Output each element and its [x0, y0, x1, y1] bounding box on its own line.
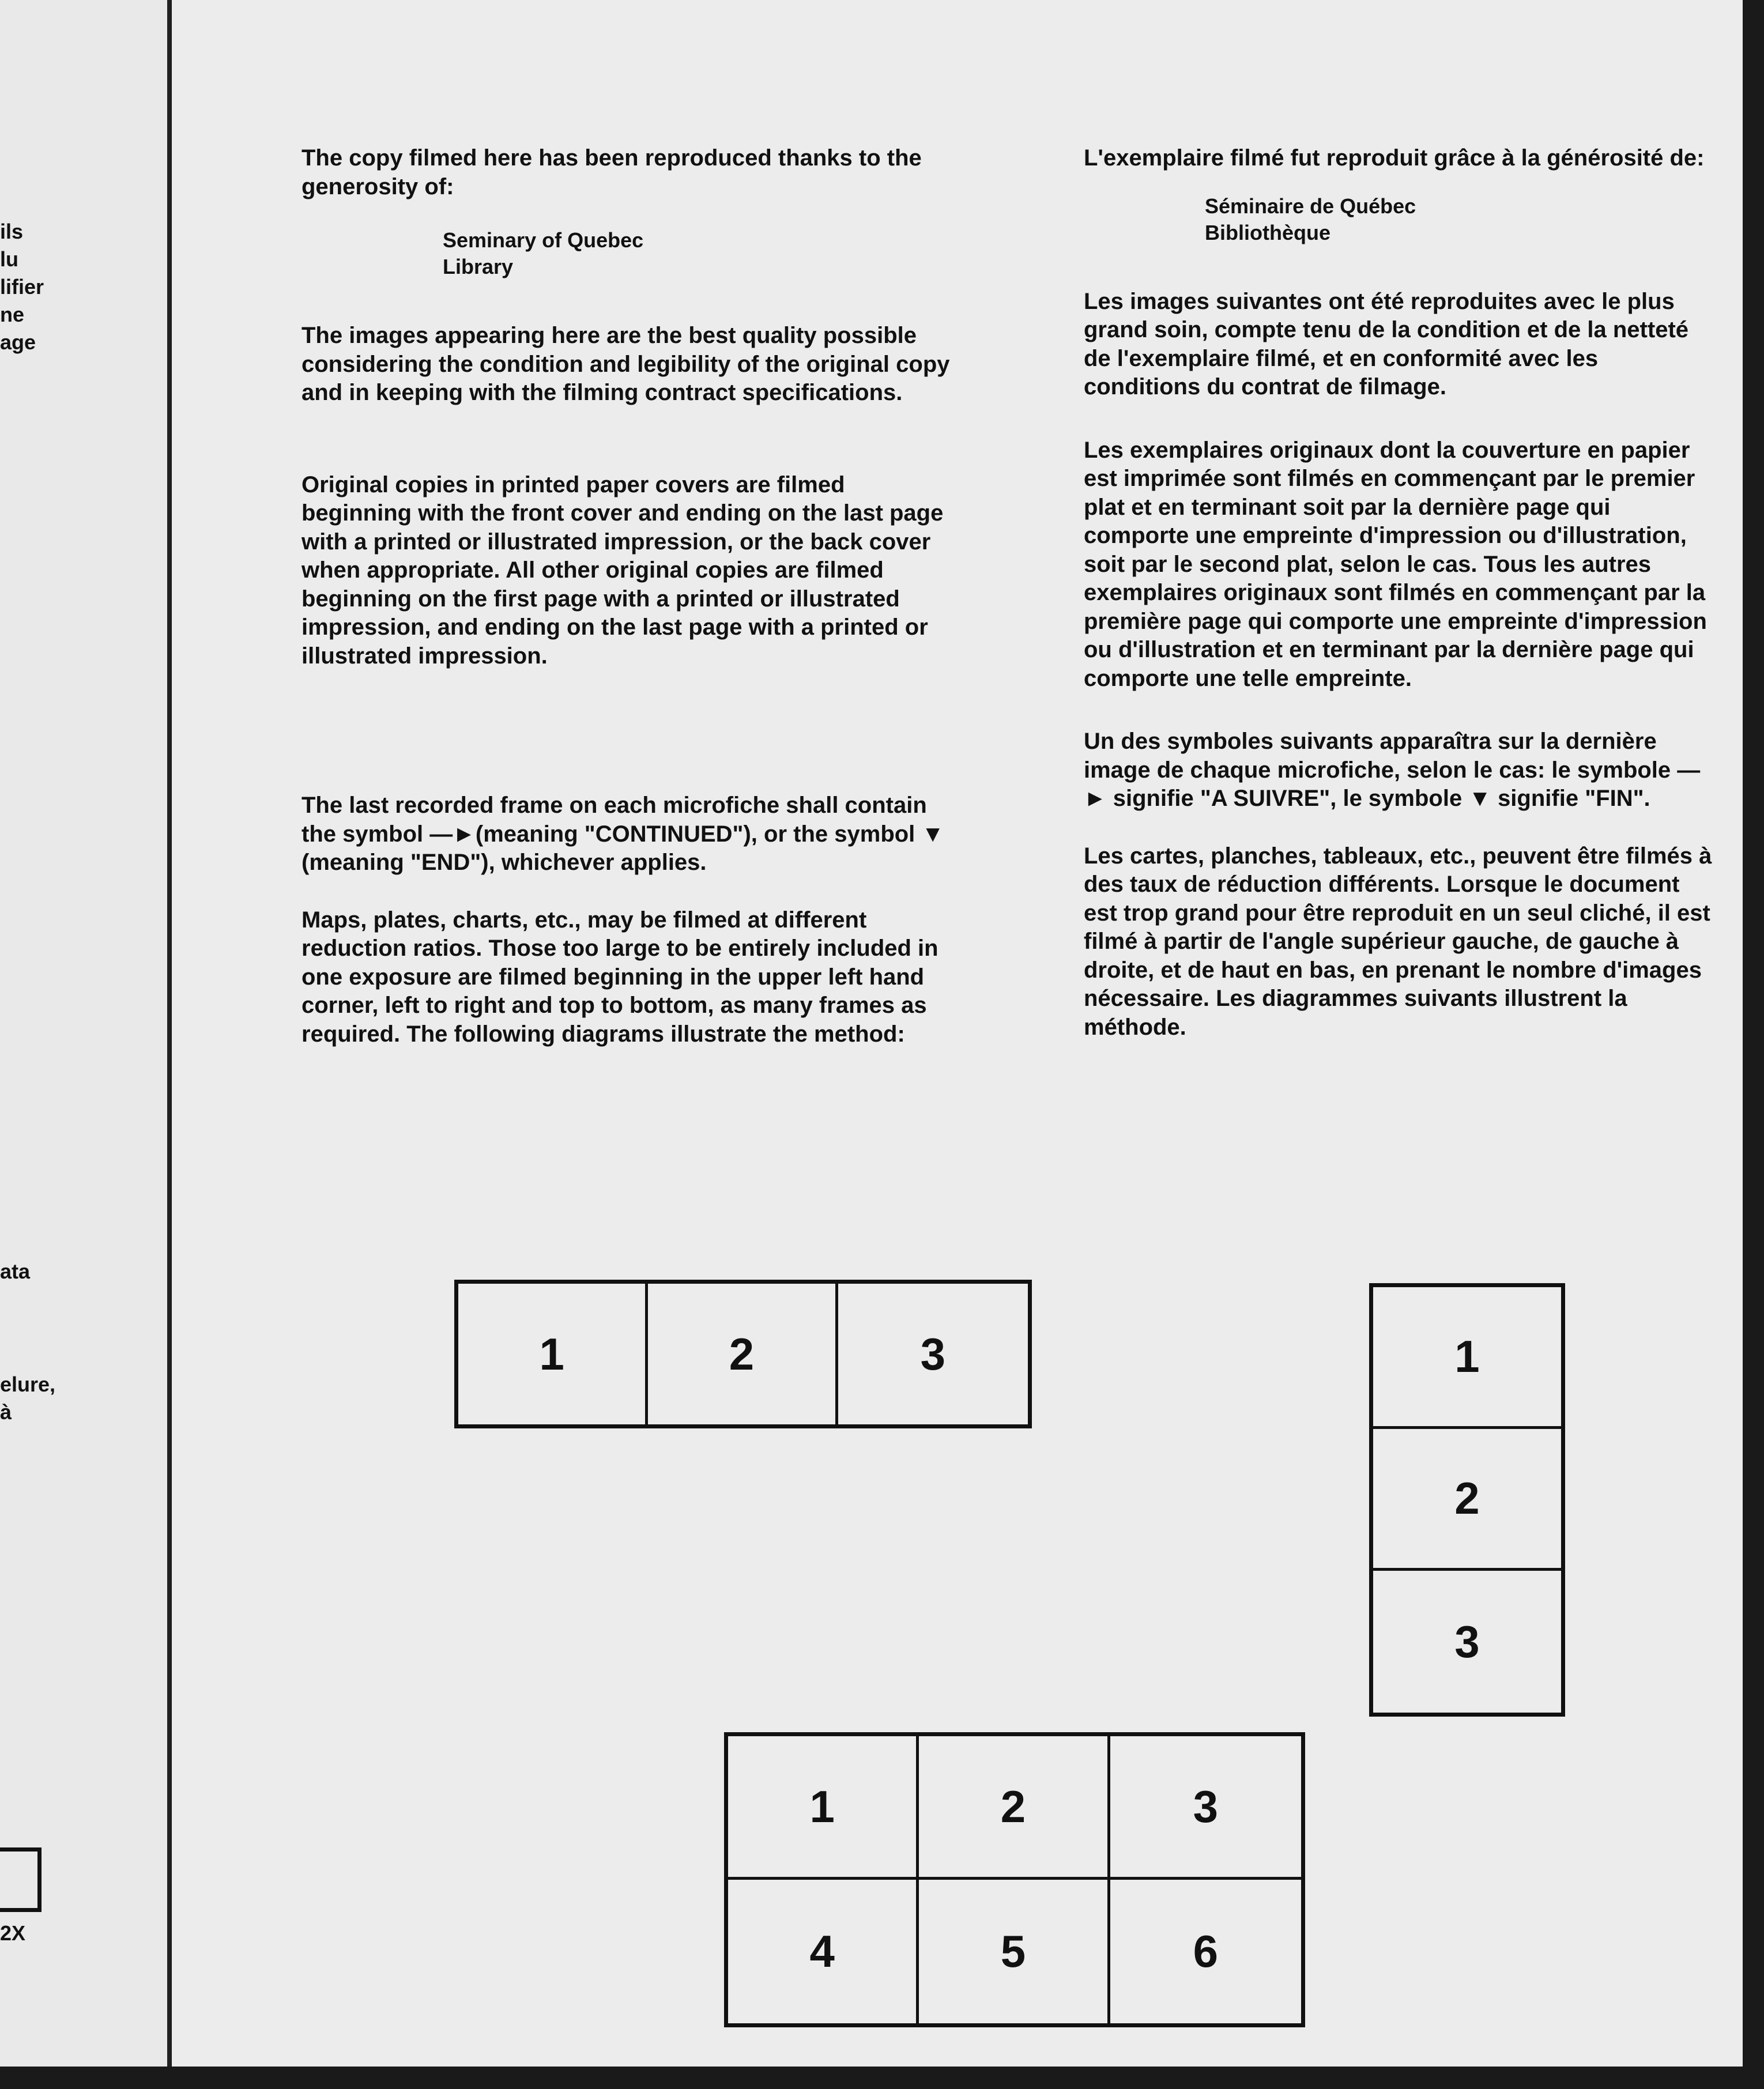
english-column: [301, 144, 959, 1049]
frame-cell: 5: [919, 1880, 1110, 2023]
institution-name: [443, 227, 959, 280]
frame-cell: 2: [919, 1736, 1110, 1880]
bottom-border: [0, 2067, 1764, 2089]
text-span: The last recorded frame on each microfiche shall contain the symbol: [301, 793, 927, 847]
intro-text: L'exemplaire filmé fut reproduit grâce à la générosité de:: [1084, 145, 1705, 171]
fragment-text: lifier: [0, 275, 44, 299]
frame-cell: 3: [1454, 1616, 1480, 1667]
maps-text: Maps, plates, charts, etc., may be filmed at different reduction ratios. Those too large to be entirely included in one exposure are filmed beginning in the upper left hand corner, left to right and top to bottom, as many frames as required. The following diagrams illustrate the method:: [301, 907, 938, 1047]
intro-text: The copy filmed here has been reproduced thanks to the generosity of:: [301, 145, 922, 199]
frame-cell: 6: [1193, 1926, 1219, 1977]
originals-text: Les exemplaires originaux dont la couverture en papier est imprimée sont filmés en commençant par le premier plat et en terminant soit par la dernière page qui comporte une empreinte d'impression ou d'illustration, soit par le second plat, selon le cas. Tous les autres exemplaires originaux sont filmés en commençant par la première page qui comporte une empreinte d'impression ou d'illustration et en terminant par la dernière page qui comporte une telle empreinte.: [1084, 437, 1707, 691]
text-span: signifie "FIN".: [1498, 786, 1650, 811]
frame-cell: 4: [728, 1880, 919, 2023]
fragment-text: ils: [0, 220, 24, 243]
institution-line: Bibliothèque: [1205, 220, 1330, 244]
fragment-text: ata: [0, 1260, 31, 1283]
fragment-text: age: [0, 330, 36, 354]
text-span: signifie "A SUIVRE", le symbole: [1113, 786, 1463, 811]
institution-line: Library: [443, 255, 514, 278]
fragment-text: 2X: [0, 1921, 26, 1945]
continued-arrow-icon: —►: [429, 821, 476, 847]
institution-name: [1205, 193, 1718, 246]
frame-cell: 1: [458, 1284, 648, 1424]
fragment-text: elure,: [0, 1372, 56, 1396]
frame-cell: 1: [1373, 1287, 1561, 1429]
text-span: Un des symboles suivants apparaîtra sur la dernière image de chaque microfiche, selon le cas: le symbole: [1084, 729, 1671, 783]
fragment-text: ne: [0, 303, 25, 326]
frame-cell: 1: [728, 1736, 919, 1880]
vertical-frame-diagram: [1369, 1283, 1565, 1717]
end-triangle-icon: ▼: [1468, 786, 1491, 811]
maps-text: Les cartes, planches, tableaux, etc., peuvent être filmés à des taux de réduction différents. Lorsque le document est trop grand pour être reproduit en un seul cliché, il est filmé à partir de l'angle supérieur gauche, de gauche à droite, et de haut en bas, en prenant le nombre d'images nécessaire. Les diagrammes suivants illustrent la méthode.: [1084, 843, 1712, 1040]
institution-line: Séminaire de Québec: [1205, 194, 1416, 218]
quality-text: The images appearing here are the best quality possible considering the condition and legibility of the original copy and in keeping with the filming contract specifications.: [301, 323, 950, 405]
french-column: [1084, 144, 1718, 1042]
continued-arrow-icon: —►: [1084, 757, 1701, 811]
fragment-box: [0, 1847, 42, 1912]
frame-cell: 2: [1373, 1429, 1561, 1571]
frame-cell: 2: [648, 1284, 838, 1424]
frame-cell: 3: [920, 1328, 946, 1379]
frame-cell: 3: [1110, 1736, 1301, 1880]
right-border: [1743, 0, 1764, 2067]
originals-text: Original copies in printed paper covers are filmed beginning with the front cover and ending on the last page with a printed or illustrated impression, or the back cover when appropriate. All other original copies are filmed beginning on the first page with a printed or illustrated impression, and ending on the last page with a printed or illustrated impression.: [301, 472, 944, 669]
horizontal-frame-diagram: [454, 1280, 1032, 1428]
last-frame-text: [301, 791, 959, 877]
end-triangle-icon: ▼: [921, 821, 945, 847]
grid-frame-diagram: [724, 1732, 1305, 2027]
quality-text: Les images suivantes ont été reproduites avec le plus grand soin, compte tenu de la condition et de la netteté de l'exemplaire filmé, et en conformité avec les conditions du contrat de filmage.: [1084, 288, 1689, 399]
fragment-text: à: [0, 1400, 12, 1424]
fragment-text: lu: [0, 247, 18, 271]
text-span: (meaning "END"), whichever applies.: [301, 850, 707, 875]
symbols-text: [1084, 727, 1718, 813]
previous-page-strip: [0, 0, 171, 2067]
institution-line: Seminary of Quebec: [443, 228, 644, 252]
text-span: (meaning "CONTINUED"), or the symbol: [475, 821, 915, 847]
